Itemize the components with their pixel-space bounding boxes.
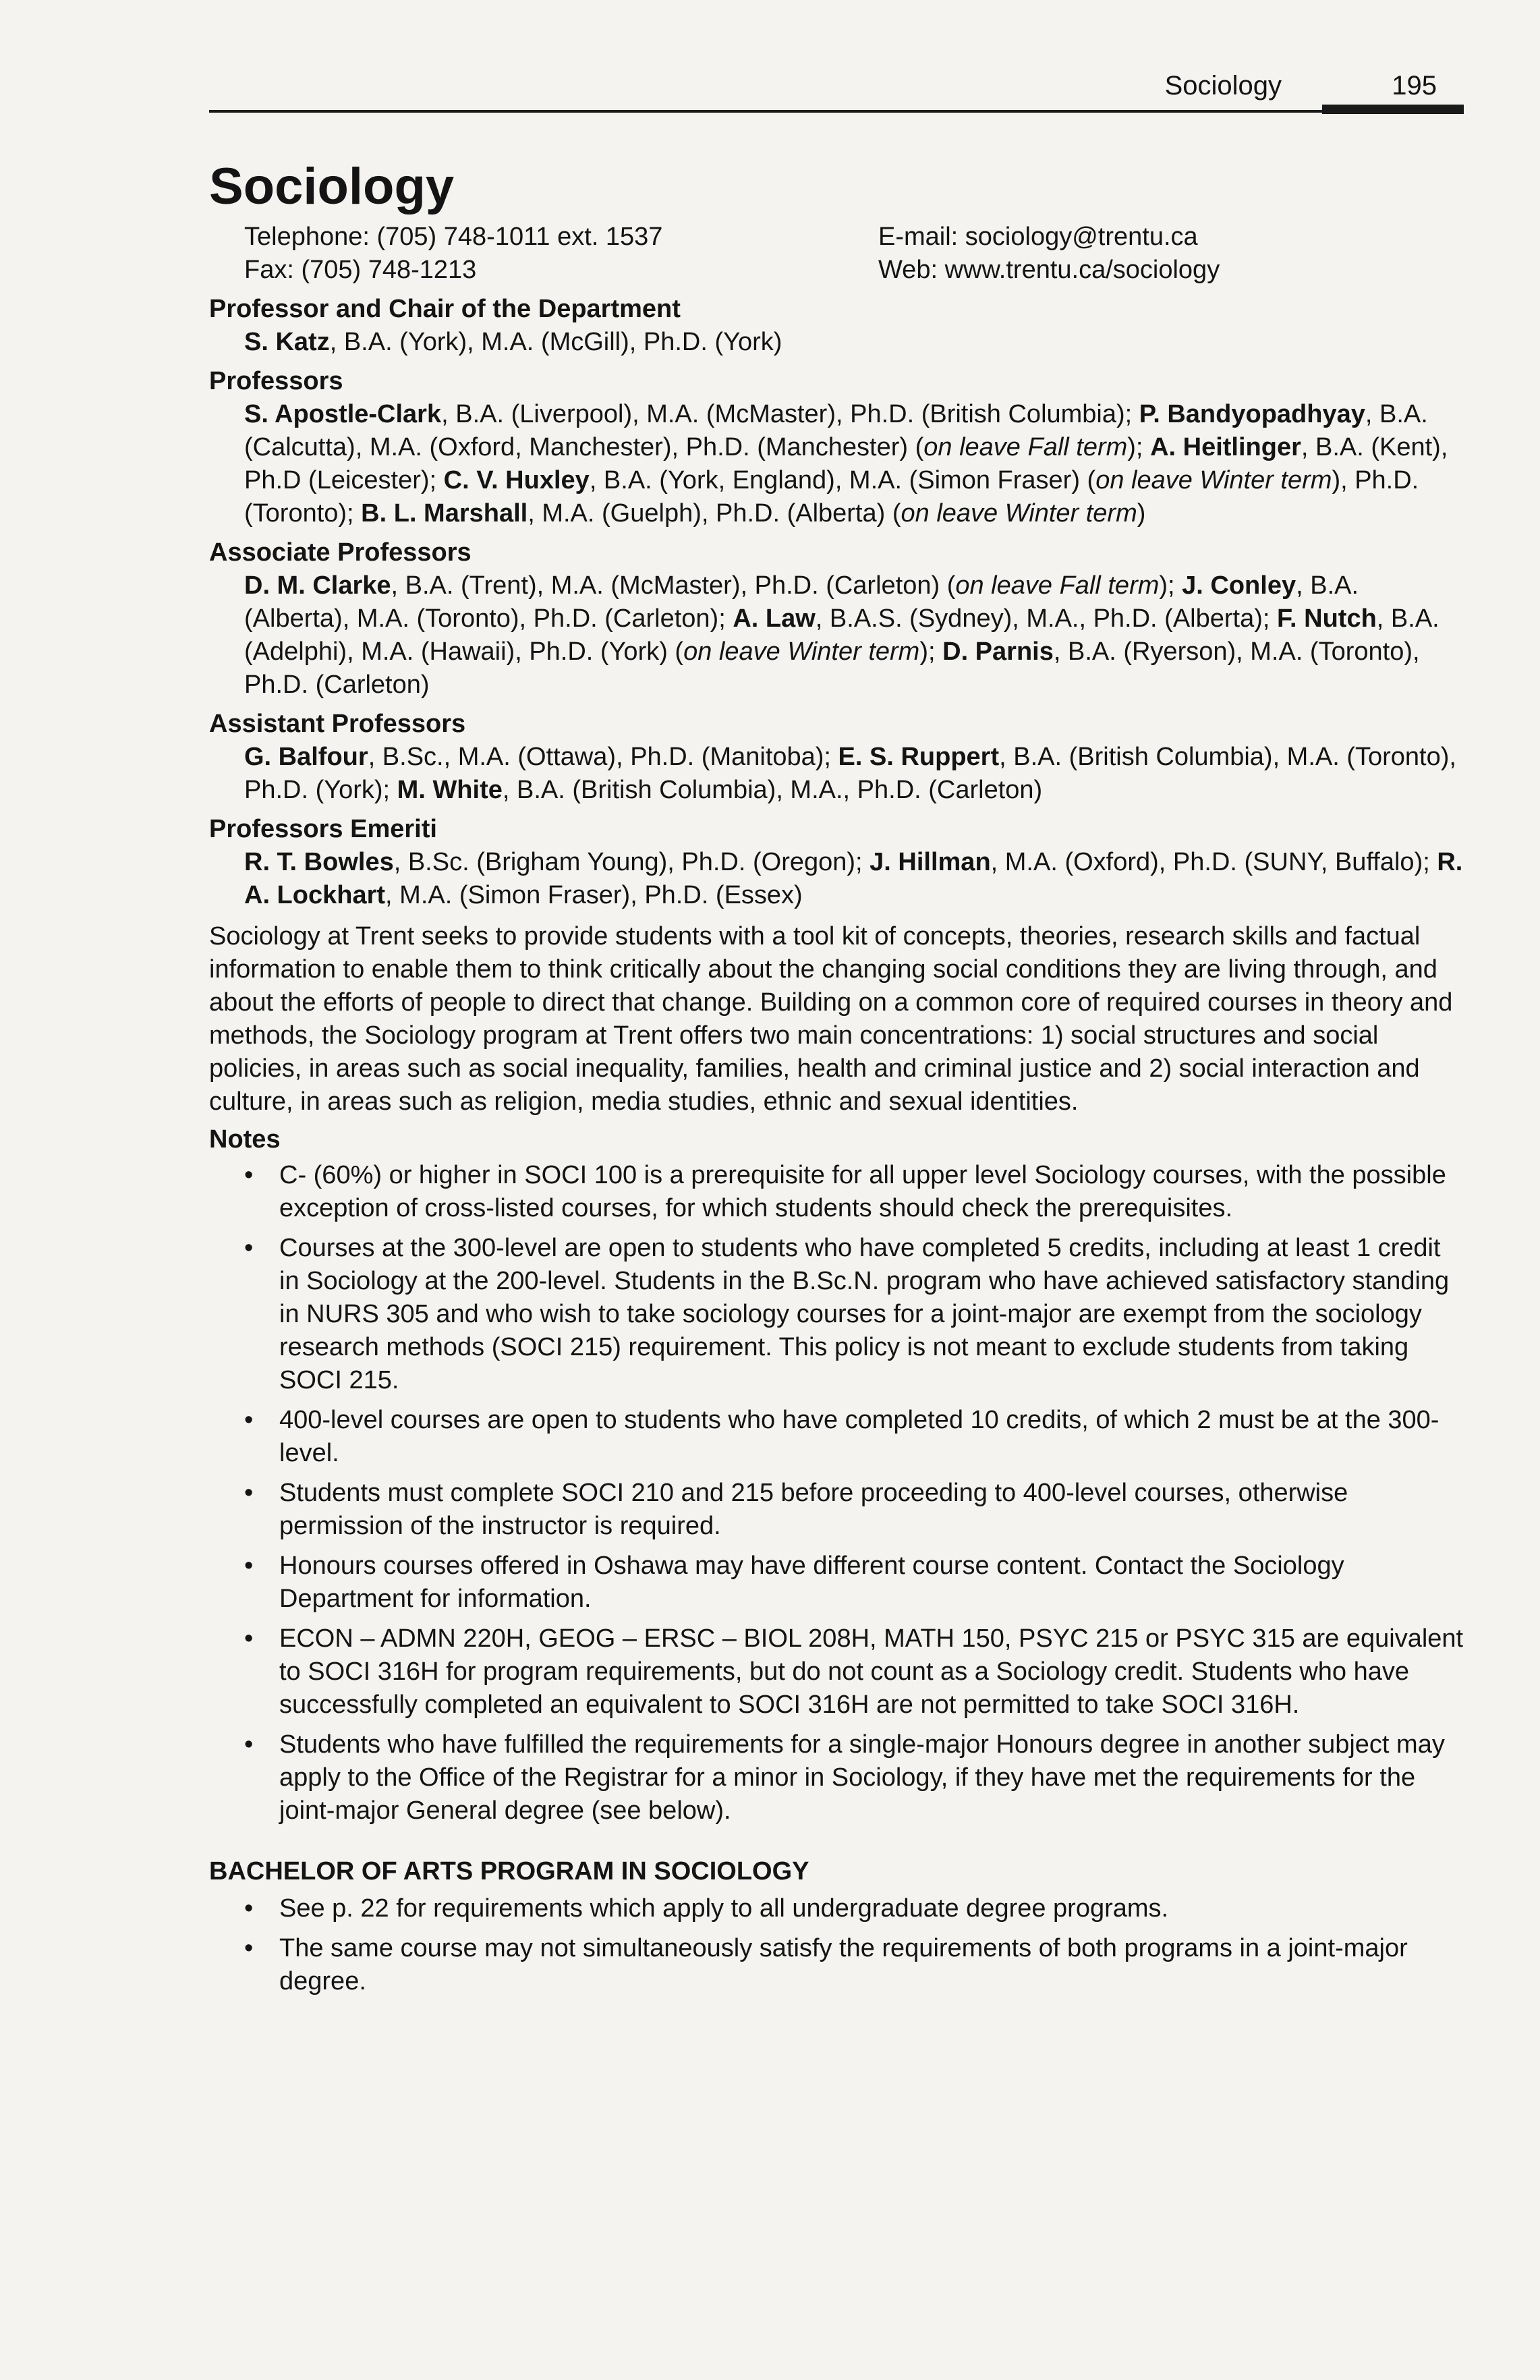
note-item: • Honours courses offered in Oshawa may have different course content. Contact the Sociology Department for information.: [209, 1550, 1464, 1616]
note-item: • Courses at the 300-level are open to students who have completed 5 credits, including at least 1 credit in Sociology at the 200-level. Students in the B.Sc.N. program who have achieved satisfactory standing in NURS 305 and who wish to take sociology courses for a joint-major are exempt from the sociology research methods (SOCI 215) requirement. This policy is not meant to exclude students from taking SOCI 215.: [209, 1232, 1464, 1397]
program-item: • The same course may not simultaneously satisfy the requirements of both programs in a joint-major degree.: [209, 1932, 1464, 1998]
assistant-professors-heading: Assistant Professors: [209, 710, 466, 738]
contact-right: [878, 221, 1220, 287]
professors-heading: Professors: [209, 367, 343, 395]
notes-heading: Notes: [209, 1125, 281, 1154]
running-head-title: Sociology: [1164, 71, 1282, 101]
program-heading: BACHELOR OF ARTS PROGRAM IN SOCIOLOGY: [209, 1857, 809, 1886]
running-head: [209, 71, 1464, 111]
note-item: • Students who have fulfilled the requirements for a single-major Honours degree in another subject may apply to the Office of the Registrar for a minor in Sociology, if they have met the requirements for the joint-major General degree (see below).: [209, 1728, 1464, 1828]
associate-professors-heading: Associate Professors: [209, 538, 472, 567]
note-item: • 400-level courses are open to students who have completed 10 credits, of which 2 must be at the 300-level.: [209, 1404, 1464, 1470]
associate-professors-list: D. M. Clarke, B.A. (Trent), M.A. (McMaster), Ph.D. (Carleton) (on leave Fall term); J. Conley, B.A. (Alberta), M.A. (Toronto), Ph.D. (Carleton); A. Law, B.A.S. (Sydney), M.A., Ph.D. (Alberta); F. Nutch, B.A. (Adelphi), M.A. (Hawaii), Ph.D. (York) (on leave Winter term); D. Parnis, B.A. (Ryerson), M.A. (Toronto), Ph.D. (Carleton): [244, 571, 1439, 699]
program-list: [209, 1892, 1464, 1998]
note-item: • Students must complete SOCI 210 and 215 before proceeding to 400-level courses, otherwise permission of the instructor is required.: [209, 1477, 1464, 1543]
contact-block: [209, 221, 1464, 287]
chair-heading: Professor and Chair of the Department: [209, 295, 681, 323]
header-rule: [209, 110, 1464, 113]
page-content: [209, 159, 1464, 2005]
intro-paragraph: Sociology at Trent seeks to provide students with a tool kit of concepts, theories, research skills and factual information to enable them to think critically about the changing social conditions they are living through, and about the efforts of people to direct that change. Building on a common core of required courses in theory and methods, the Sociology program at Trent offers two main concentrations: 1) social structures and social policies, in areas such as social inequality, families, health and criminal justice and 2) social interaction and culture, in areas such as religion, media studies, ethnic and sexual identities.: [209, 922, 1453, 1116]
program-item: • See p. 22 for requirements which apply to all undergraduate degree programs.: [209, 1892, 1464, 1925]
emeriti-list: R. T. Bowles, B.Sc. (Brigham Young), Ph.D. (Oregon); J. Hillman, M.A. (Oxford), Ph.D. (SUNY, Buffalo); R. A. Lockhart, M.A. (Simon Fraser), Ph.D. (Essex): [244, 848, 1463, 909]
note-item: • ECON – ADMN 220H, GEOG – ERSC – BIOL 208H, MATH 150, PSYC 215 or PSYC 315 are equivalent to SOCI 316H for program requirements, but do not count as a Sociology credit. Students who have successfully completed an equivalent to SOCI 316H are not permitted to take SOCI 316H.: [209, 1622, 1464, 1722]
note-item: • C- (60%) or higher in SOCI 100 is a prerequisite for all upper level Sociology courses, with the possible exception of cross-listed courses, for which students should check the prerequisites.: [209, 1159, 1464, 1225]
page-number: 195: [1392, 71, 1437, 101]
fax: Fax: (705) 748-1213: [244, 256, 477, 284]
assistant-professors-list: G. Balfour, B.Sc., M.A. (Ottawa), Ph.D. (Manitoba); E. S. Ruppert, B.A. (British Columbia), M.A. (Toronto), Ph.D. (York); M. White, B.A. (British Columbia), M.A., Ph.D. (Carleton): [244, 743, 1456, 804]
notes-list: [209, 1159, 1464, 1828]
header-rule-block: [1322, 105, 1464, 114]
web: Web: www.trentu.ca/sociology: [878, 256, 1220, 284]
page-title: Sociology: [209, 158, 455, 215]
emeriti-heading: Professors Emeriti: [209, 815, 437, 843]
professors-list: S. Apostle-Clark, B.A. (Liverpool), M.A. (McMaster), Ph.D. (British Columbia); P. Bandyopadhyay, B.A. (Calcutta), M.A. (Oxford, Manchester), Ph.D. (Manchester) (on leave Fall term); A. Heitlinger, B.A. (Kent), Ph.D (Leicester); C. V. Huxley, B.A. (York, England), M.A. (Simon Fraser) (on leave Winter term), Ph.D. (Toronto); B. L. Marshall, M.A. (Guelph), Ph.D. (Alberta) (on leave Winter term): [244, 400, 1448, 528]
telephone: Telephone: (705) 748-1011 ext. 1537: [244, 223, 663, 251]
contact-left: [244, 221, 878, 287]
email: E-mail: sociology@trentu.ca: [878, 223, 1198, 251]
chair-list: S. Katz, B.A. (York), M.A. (McGill), Ph.D. (York): [244, 328, 782, 356]
